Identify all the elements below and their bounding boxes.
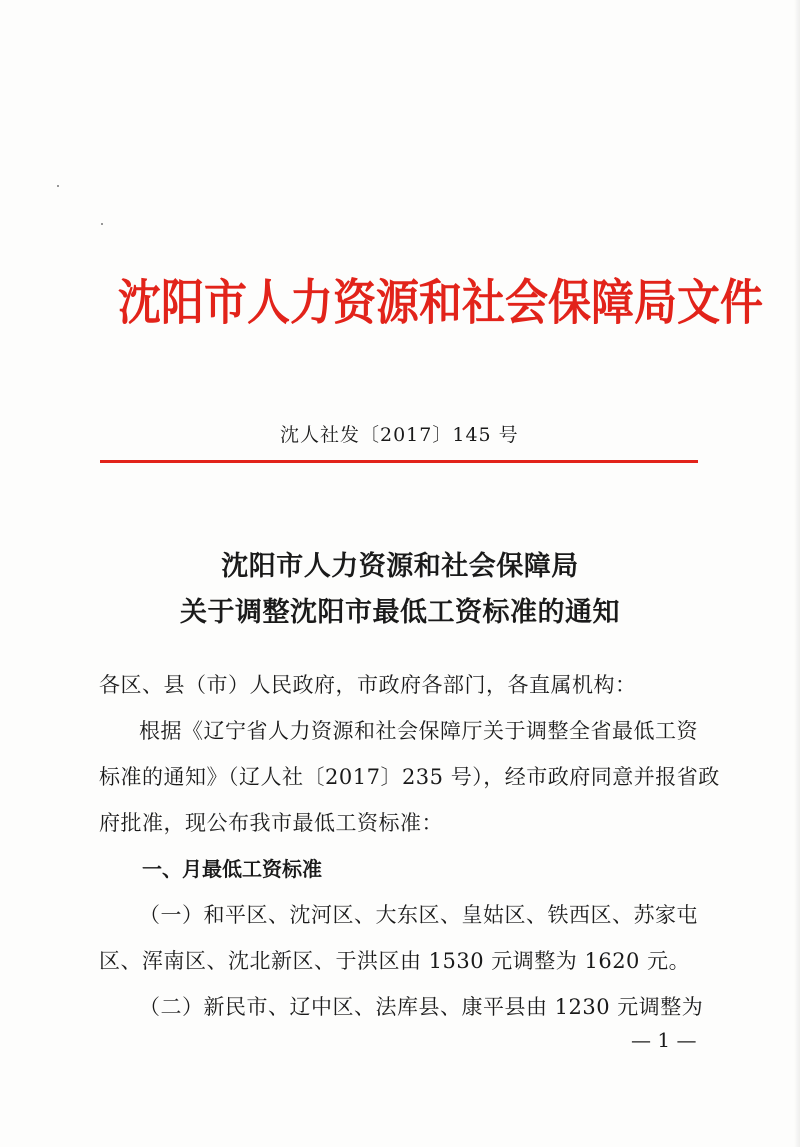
item-1-line-2: 区、浑南区、沈北新区、于洪区由 1530 元调整为 1620 元。 — [99, 949, 691, 973]
scan-speck — [101, 223, 103, 225]
paragraph-1-line-2: 标准的通知》（辽人社〔2017〕235 号），经市政府同意并报省政 — [99, 765, 720, 789]
addressee-line: 各区、县（市）人民政府，市政府各部门，各直属机构： — [99, 673, 637, 697]
paragraph-1-line-1: 根据《辽宁省人力资源和社会保障厅关于调整全省最低工资 — [139, 719, 698, 743]
scan-speck — [57, 185, 59, 187]
document-number: 沈人社发〔2017〕145 号 — [280, 424, 519, 446]
page-number: — 1 — — [631, 1028, 697, 1052]
red-divider-rule — [100, 460, 698, 463]
item-1-line-1: （一）和平区、沈河区、大东区、皇姑区、铁西区、苏家屯 — [139, 903, 698, 927]
item-2-line-1: （二）新民市、辽中区、法库县、康平县由 1230 元调整为 — [139, 995, 704, 1019]
notice-title-line-2: 关于调整沈阳市最低工资标准的通知 — [180, 597, 620, 628]
section-1-heading: 一、月最低工资标准 — [142, 857, 322, 881]
paragraph-1-line-3: 府批准，现公布我市最低工资标准： — [99, 811, 443, 835]
notice-title-line-1: 沈阳市人力资源和社会保障局 — [221, 551, 579, 582]
document-header-title: 沈阳市人力资源和社会保障局文件 — [118, 275, 763, 332]
